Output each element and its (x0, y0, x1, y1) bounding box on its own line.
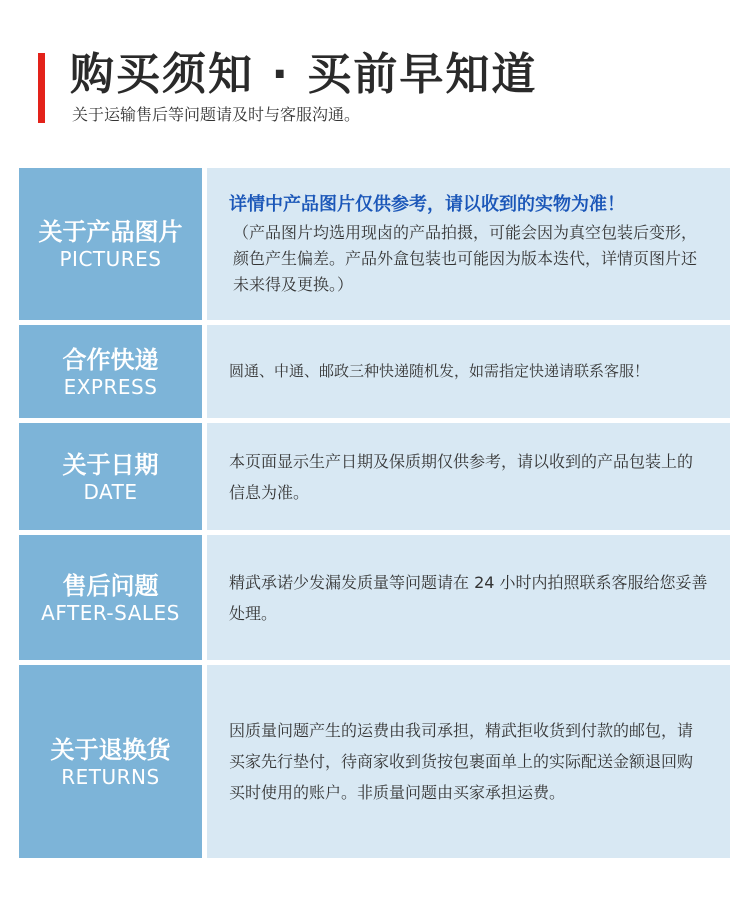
row-returns (19, 665, 730, 858)
label-cn: 关于产品图片 (38, 218, 183, 246)
page-title: 购买须知 · 买前早知道 (70, 49, 538, 100)
row-express (19, 325, 730, 418)
row-content (207, 665, 730, 858)
row-label (19, 535, 202, 660)
label-cn: 合作快递 (62, 345, 159, 374)
row-pictures (19, 168, 730, 320)
label-en: AFTER-SALES (41, 600, 180, 625)
content-text: 因质量问题产生的运费由我司承担，精武拒收货到付款的邮包，请买家先行垫付，待商家收到货按包裹面单上的实际配送金额退回购买时使用的账户。非质量问题由买家承担运费。 (229, 721, 694, 802)
label-en: RETURNS (61, 764, 160, 789)
label-cn: 关于日期 (62, 450, 159, 479)
row-content (207, 535, 730, 660)
row-label (19, 665, 202, 858)
accent-bar (38, 53, 45, 123)
row-label (19, 325, 202, 418)
page-subtitle: 关于运输售后等问题请及时与客服沟通。 (72, 105, 361, 124)
label-cn: 关于退换货 (50, 735, 171, 764)
label-cn: 售后问题 (62, 571, 159, 600)
content-text: 精武承诺少发漏发质量等问题请在 24 小时内拍照联系客服给您妥善处理。 (229, 572, 708, 623)
row-date (19, 423, 730, 530)
row-label (19, 168, 202, 320)
label-en: DATE (83, 479, 138, 504)
content-text: 圆通、中通、邮政三种快递随机发，如需指定快递请联系客服！ (229, 362, 650, 380)
label-en: EXPRESS (63, 374, 158, 399)
row-content (207, 325, 730, 418)
row-content (207, 168, 730, 320)
highlight-text: 详情中产品图片仅供参考，请以收到的实物为准！ (229, 194, 625, 215)
content-text: 本页面显示生产日期及保质期仅供参考，请以收到的产品包装上的信息为准。 (229, 451, 694, 502)
row-after-sales (19, 535, 730, 660)
row-content (207, 423, 730, 530)
page-header (38, 50, 738, 130)
label-en: PICTURES (59, 247, 162, 271)
notice-table (19, 168, 730, 863)
row-label (19, 423, 202, 530)
note-text: （产品图片均选用现卤的产品拍摄，可能会因为真空包装后变形，颜色产生偏差。产品外盒包装也可能因为版本迭代，详情页图片还未来得及更换。） (233, 223, 698, 294)
